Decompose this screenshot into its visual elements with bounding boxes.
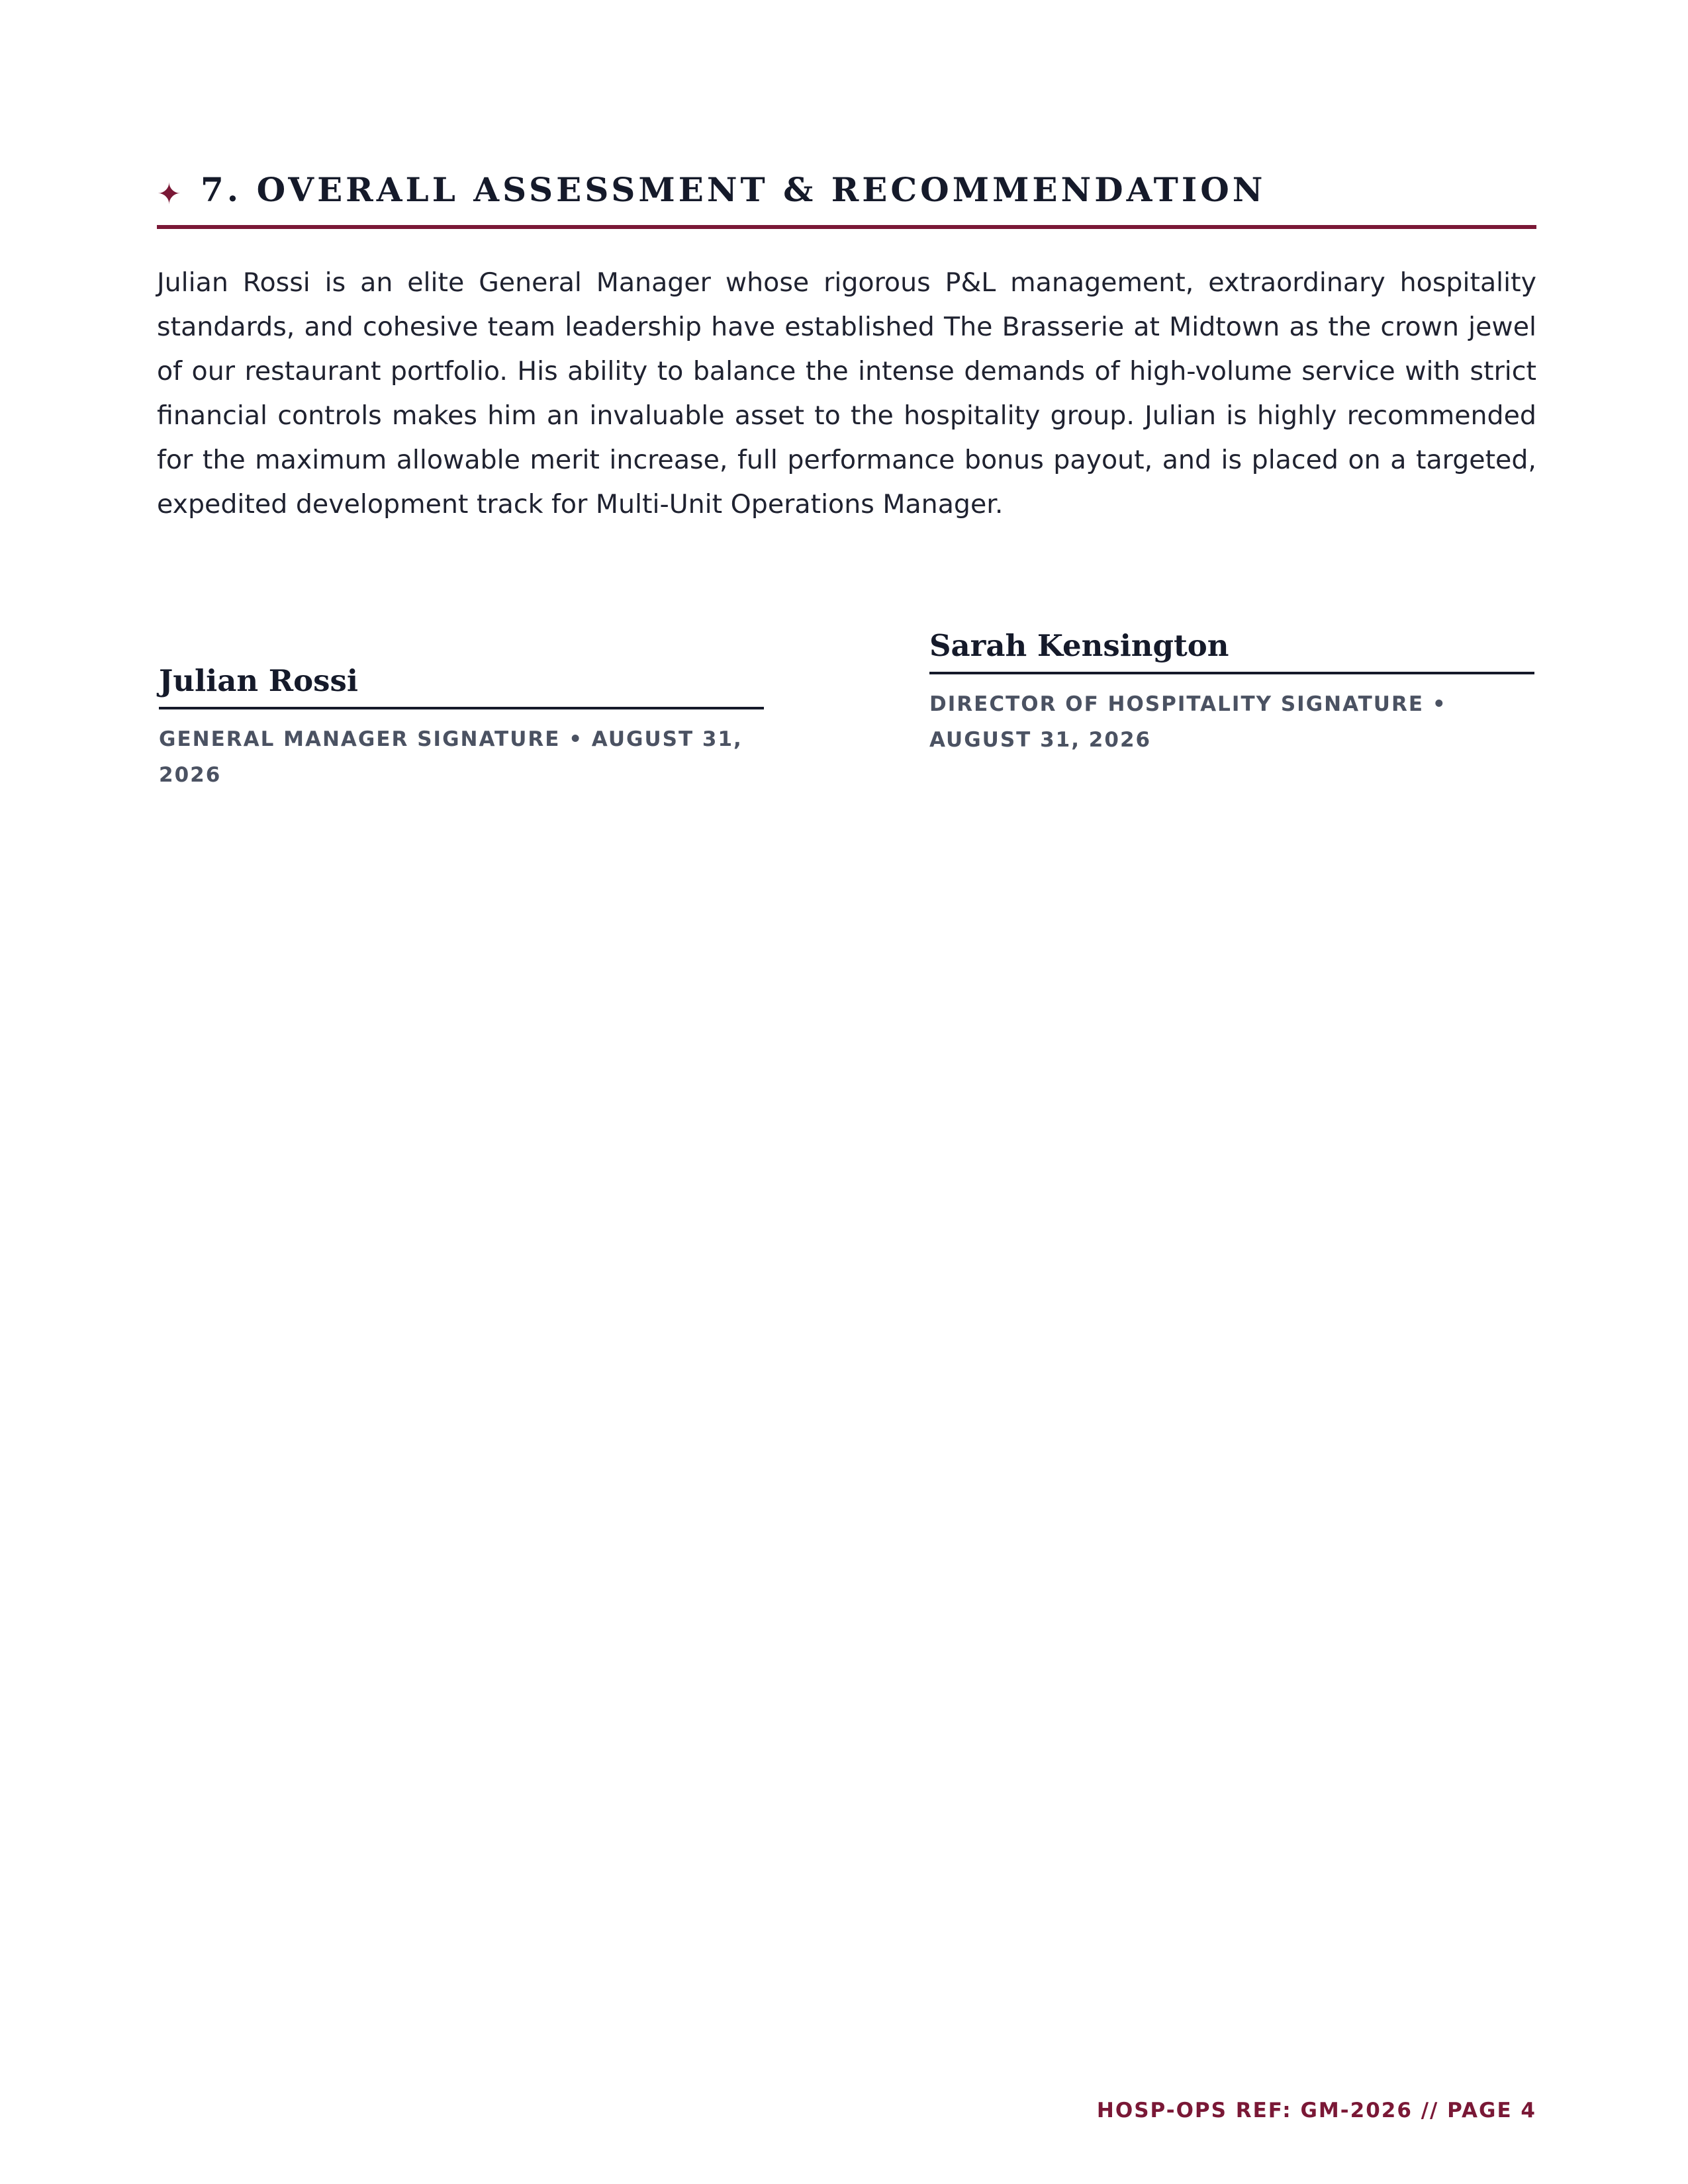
section-header: [157, 164, 1536, 229]
signature-caption: DIRECTOR OF HOSPITALITY SIGNATURE • AUGUST 31, 2026: [929, 692, 1447, 752]
section-title: 7. OVERALL ASSESSMENT & RECOMMENDATION: [201, 170, 1266, 209]
signature-name: Julian Rossi: [159, 658, 764, 709]
signature-caption: GENERAL MANAGER SIGNATURE • AUGUST 31, 2026: [159, 727, 743, 787]
signature-block-director: [929, 623, 1534, 758]
signature-block-general-manager: [159, 658, 764, 793]
document-page: [157, 0, 1536, 2184]
signature-name: Sarah Kensington: [929, 623, 1534, 674]
page-footer-reference: HOSP-OPS REF: GM-2026 // PAGE 4: [1096, 2099, 1536, 2122]
assessment-paragraph: Julian Rossi is an elite General Manager whose rigorous P&L management, extraordinary hospitality standards, and cohesive team leadership have established The Brasserie at Midtown as the crown jewel of our restaurant portfolio. His ability to balance the intense demands of high-volume service with strict financial controls makes him an invaluable asset to the hospitality group. Julian is highly recommended for the maximum allowable merit increase, full performance bonus payout, and is placed on a targeted, expedited development track for Multi-Unit Operations Manager.: [157, 267, 1536, 520]
four-pointed-star-icon: ✦: [157, 177, 181, 211]
